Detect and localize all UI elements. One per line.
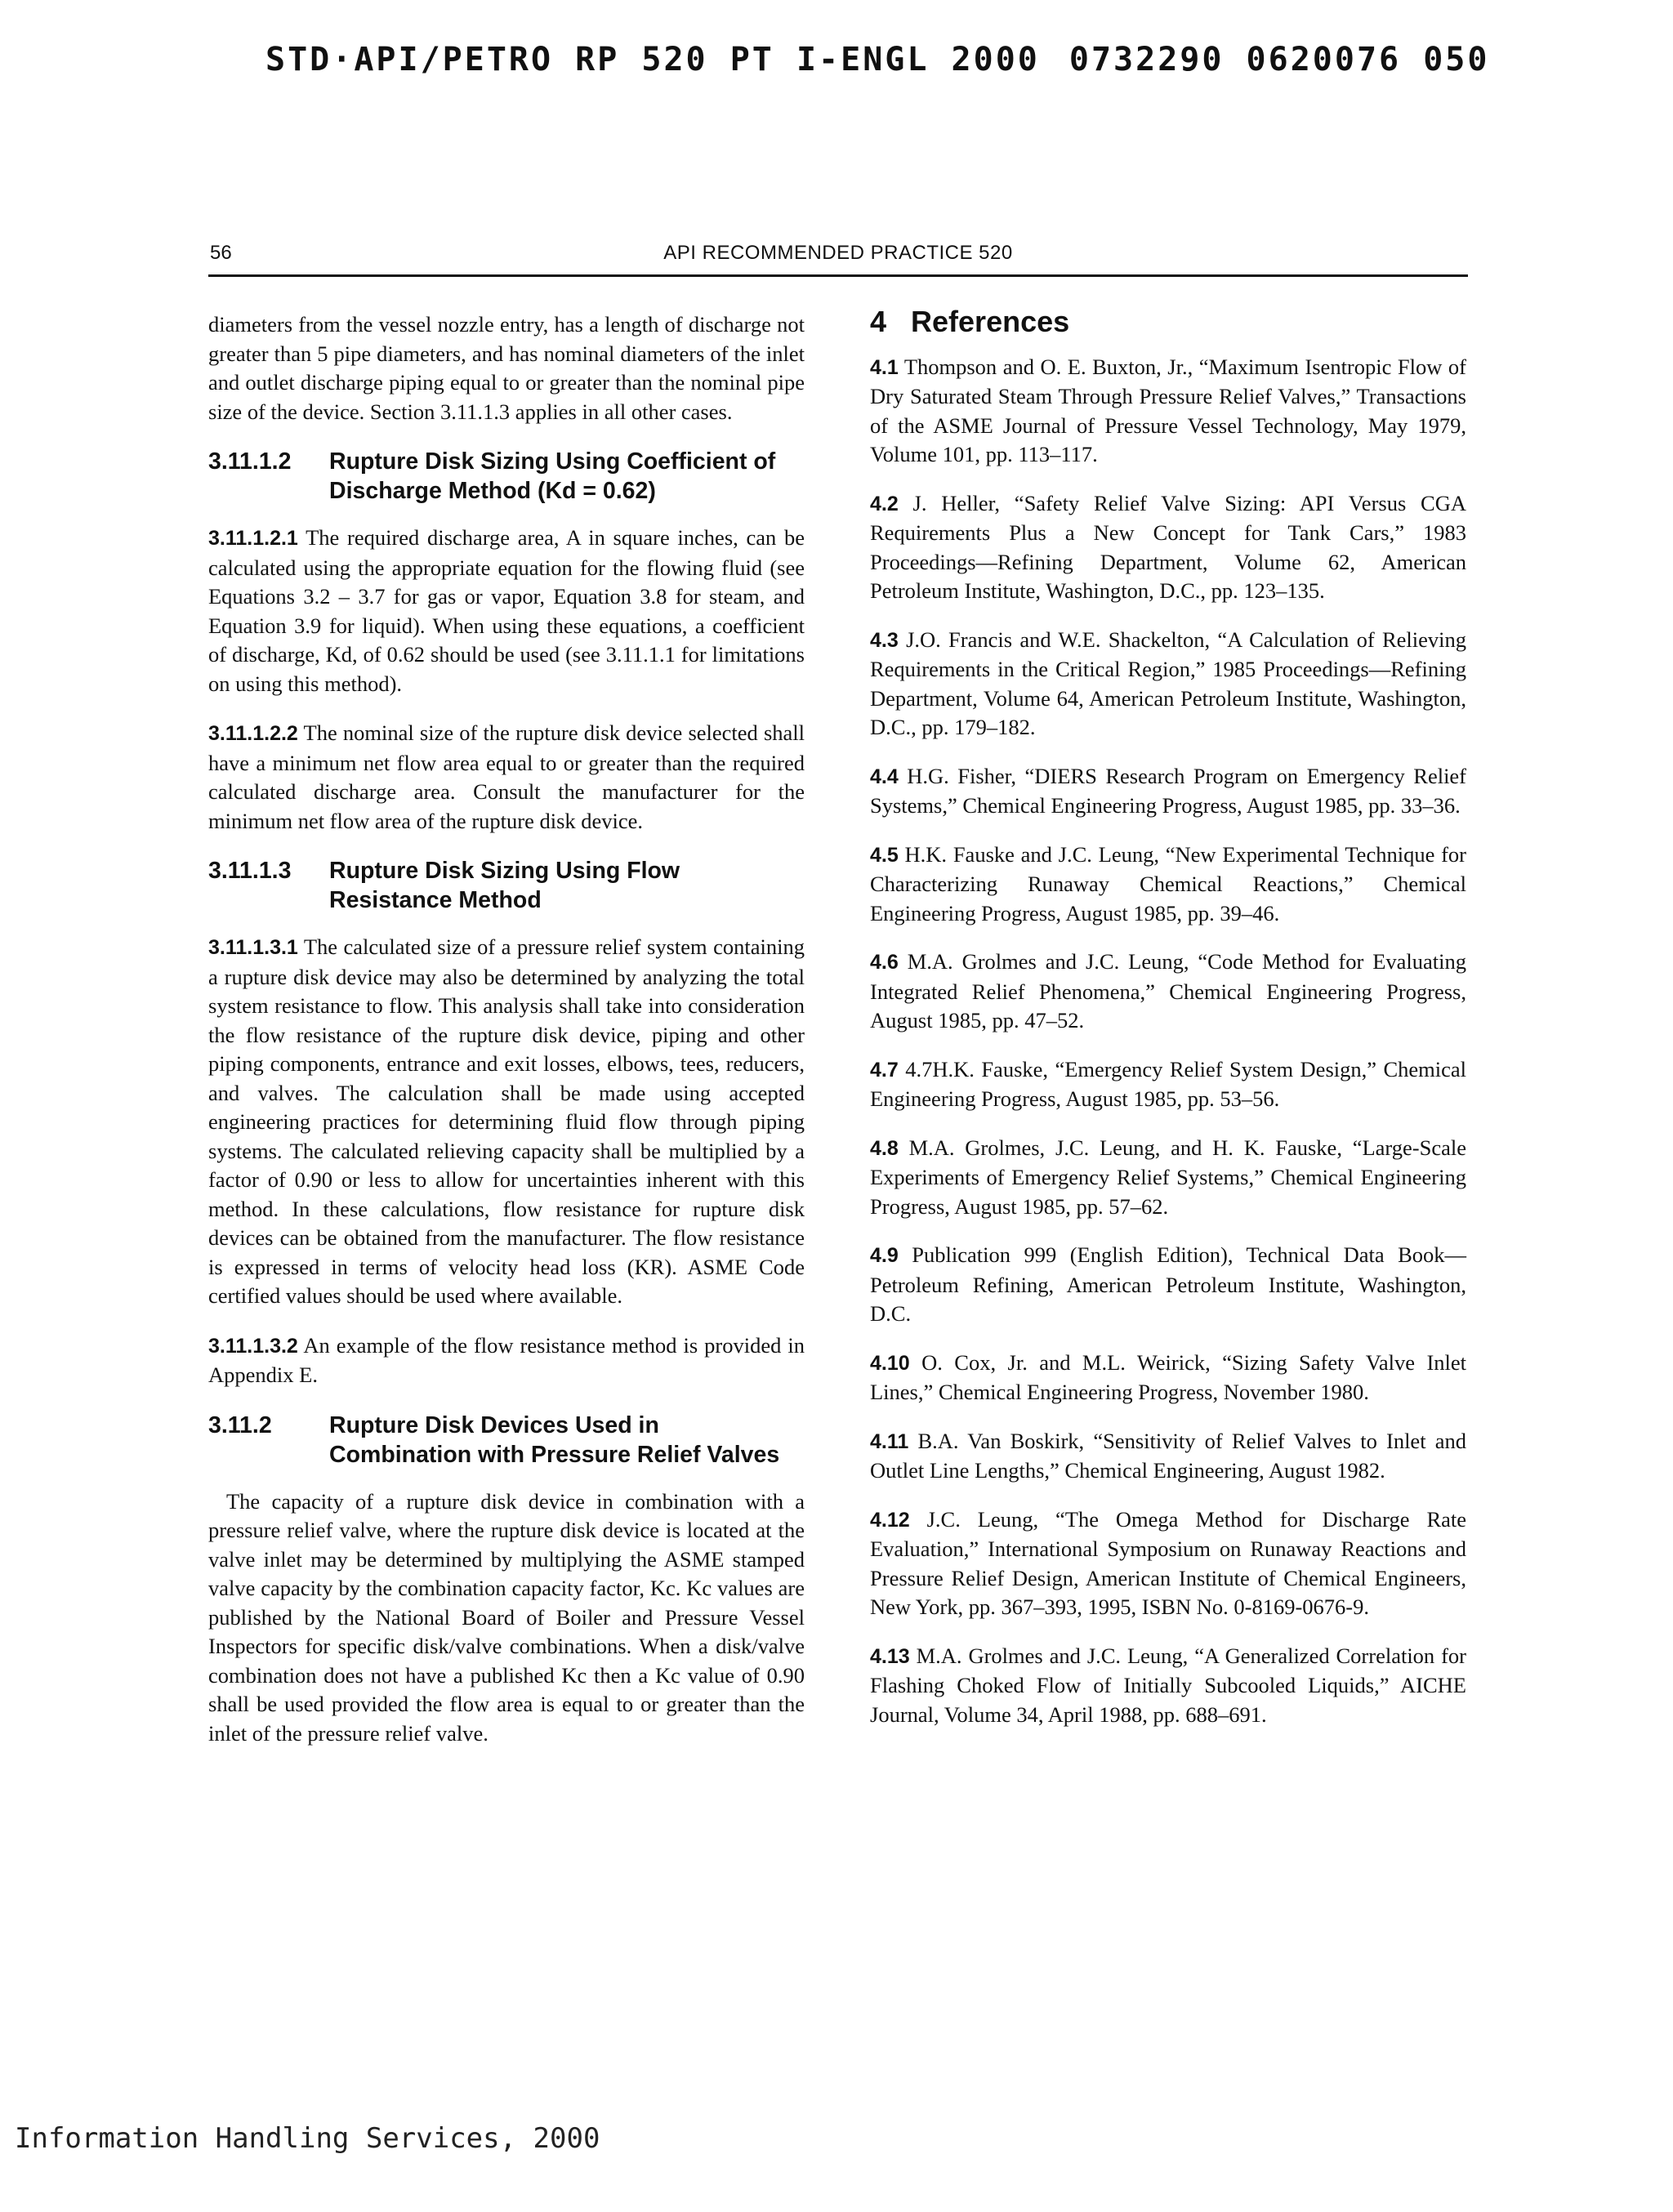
heading-title: Rupture Disk Sizing Using Coefficient of Discharge Method (Kd = 0.62): [329, 448, 776, 504]
reference-item: [870, 489, 1466, 606]
reference-item: [870, 1134, 1466, 1222]
heading-3-11-2: [208, 1411, 805, 1469]
reference-text: M.A. Grolmes, J.C. Leung, and H. K. Fauske, “Large-Scale Experiments of Emergency Relief Systems,” Chemical Engineering Progress, August 1985, pp. 57–62.: [870, 1135, 1467, 1219]
reference-number: 4.6: [870, 951, 899, 974]
reference-text: J.O. Francis and W.E. Shackelton, “A Calculation of Relieving Requirements in the Critical Region,” 1985 Proceedings—Refining Department, Volume 64, American Petroleum Institute, Washington, D.C., pp. 179–182.: [870, 627, 1466, 739]
reference-number: 4.5: [870, 843, 899, 867]
reference-text: H.G. Fisher, “DIERS Research Program on Emergency Relief Systems,” Chemical Engineering Progress, August 1985, pp. 33–36.: [870, 763, 1467, 818]
reference-text: J.C. Leung, “The Omega Method for Discharge Rate Evaluation,” International Symposium on Runaway Reactions and Pressure Relief Design, American Institute of Chemical Engineers, New York, pp. 367–393, 1995, ISBN No. 0-8169-0676-9.: [870, 1506, 1467, 1619]
reference-item: [870, 762, 1466, 821]
running-title: API RECOMMENDED PRACTICE 520: [663, 242, 1013, 264]
document-stamp: [265, 41, 1491, 78]
paragraph-number: 3.11.1.3.1: [208, 936, 298, 959]
heading-3-11-1-3: [208, 856, 805, 915]
references-heading: [870, 307, 1466, 337]
reference-number: 4.3: [870, 628, 899, 652]
paragraph-text: An example of the flow resistance method is provided in Appendix E.: [208, 1332, 805, 1387]
left-column: [208, 310, 805, 1768]
heading-number: 3.11.1.2: [208, 448, 292, 475]
reference-text: J. Heller, “Safety Relief Valve Sizing: API Versus CGA Requirements Plus a New Concept for Tank Cars,” 1983 Proceedings—Refining Department, Volume 62, American Petroleum Institute, Washington, D.C., pp. 123–135.: [870, 490, 1466, 603]
reference-item: [870, 948, 1466, 1036]
paragraph-3-11-1-3-2: [208, 1331, 805, 1390]
references-column: [870, 305, 1467, 1749]
paragraph-number: 3.11.1.2.1: [208, 527, 298, 550]
reference-number: 4.11: [870, 1429, 909, 1453]
heading-3-11-1-2: [208, 447, 805, 506]
paragraph-number: 3.11.1.2.2: [208, 722, 298, 745]
reference-item: [870, 353, 1466, 470]
section-title: References: [911, 305, 1070, 338]
section-number: 4: [870, 305, 887, 338]
heading-number: 3.11.1.3: [208, 858, 292, 884]
reference-number: 4.1: [870, 355, 899, 379]
reference-text: Publication 999 (English Edition), Technical Data Book—Petroleum Refining, American Petroleum Institute, Washington, D.C.: [870, 1242, 1467, 1326]
reference-text: H.K. Fauske and J.C. Leung, “New Experimental Technique for Characterizing Runaway Chemical Reactions,” Chemical Engineering Progress, August 1985, pp. 39–46.: [870, 841, 1466, 925]
reference-item: [870, 1055, 1466, 1114]
reference-item: [870, 1505, 1466, 1622]
reference-number: 4.12: [870, 1508, 910, 1532]
paragraph-3-11-1-2-1: [208, 524, 805, 698]
reference-number: 4.9: [870, 1244, 899, 1267]
paragraph-3-11-1-3-1: [208, 933, 805, 1311]
page-number: 56: [210, 242, 232, 264]
stamp-prefix: STD·API/PETRO RP 520 PT I-ENGL 2000: [265, 41, 1040, 78]
paragraph-text: The required discharge area, A in square inches, can be calculated using the appropriate equation for the flowing fluid (see Equations 3.2 – 3.7 for gas or vapor, Equation 3.8 for steam, and Equation 3.9 for liquid). When using these equations, a coefficient of discharge, Kd, of 0.62 should be used (see 3.11.1.1 for limitations on using this method).: [208, 525, 805, 696]
reference-text: 4.7H.K. Fauske, “Emergency Relief System Design,” Chemical Engineering Progress, August 1985, pp. 53–56.: [870, 1056, 1467, 1111]
footer-text: Information Handling Services, 2000: [15, 2122, 600, 2155]
reference-number: 4.10: [870, 1351, 910, 1375]
continuation-paragraph: diameters from the vessel nozzle entry, has a length of discharge not greater than 5 pipe diameters, and has nominal diameters of the inlet and outlet discharge piping equal to or greater than the nominal pipe size of the device. Section 3.11.1.3 applies in all other cases.: [208, 312, 805, 424]
reference-number: 4.13: [870, 1644, 910, 1668]
reference-item: [870, 1642, 1466, 1730]
paragraph-3-11-1-2-2: [208, 719, 805, 836]
reference-text: O. Cox, Jr. and M.L. Weirick, “Sizing Safety Valve Inlet Lines,” Chemical Engineering Progress, November 1980.: [870, 1349, 1467, 1404]
reference-item: [870, 1241, 1466, 1329]
reference-number: 4.2: [870, 492, 899, 515]
heading-title: Rupture Disk Sizing Using Flow Resistance Method: [329, 858, 680, 913]
reference-text: Thompson and O. E. Buxton, Jr., “Maximum Isentropic Flow of Dry Saturated Steam Through Pressure Relief Valves,” Transactions of the ASME Journal of Pressure Vessel Technology, May 1979, Volume 101, pp. 113–117.: [870, 354, 1466, 466]
paragraph-text: The calculated size of a pressure relief system containing a rupture disk device may also be determined by analyzing the total system resistance to flow. This analysis shall take into consideration the flow resistance of the rupture disk device, piping and other piping components, entrance and exit losses, elbows, tees, reducers, and valves. The calculation shall be made using accepted engineering practices for determining fluid flow through piping systems. The calculated relieving capacity shall be multiplied by a factor of 0.90 or less to allow for uncertainties inherent with this method. In these calculations, flow resistance for rupture disk devices can be obtained from the manufacturer. The flow resistance is expressed in terms of velocity head loss (KR). ASME Code certified values should be used where available.: [208, 934, 805, 1308]
heading-title: Rupture Disk Devices Used in Combination with Pressure Relief Valves: [329, 1411, 780, 1468]
reference-item: [870, 841, 1466, 929]
reference-item: [870, 1349, 1466, 1407]
running-head: [208, 239, 1468, 277]
paragraph-text: The nominal size of the rupture disk device selected shall have a minimum net flow area equal to or greater than the required calculated discharge area. Consult the manufacturer for the minimum net flow area of the rupture disk device.: [208, 720, 805, 833]
stamp-code: 0732290 0620076 050: [1068, 41, 1490, 78]
heading-number: 3.11.2: [208, 1411, 272, 1438]
reference-text: B.A. Van Boskirk, “Sensitivity of Relief Valves to Inlet and Outlet Line Lengths,” Chemical Engineering, August 1982.: [870, 1428, 1467, 1483]
reference-number: 4.4: [870, 765, 899, 788]
reference-text: M.A. Grolmes and J.C. Leung, “Code Method for Evaluating Integrated Relief Phenomena,” Chemical Engineering Progress, August 1985, pp. 47–52.: [870, 949, 1467, 1032]
paragraph-3-11-2: The capacity of a rupture disk device in combination with a pressure relief valve, where the rupture disk device is located at the valve inlet may be determined by multiplying the ASME stamped valve capacity by the combination capacity factor, Kc. Kc values are published by the National Board of Boiler and Pressure Vessel Inspectors for specific disk/valve combinations. When a disk/valve combination does not have a published Kc then a Kc value of 0.90 shall be used provided the flow area is equal to or greater than the inlet of the pressure relief valve.: [208, 1488, 805, 1746]
paragraph-number: 3.11.1.3.2: [208, 1334, 298, 1358]
reference-item: [870, 1427, 1466, 1486]
reference-item: [870, 626, 1466, 743]
reference-number: 4.7: [870, 1058, 899, 1081]
reference-text: M.A. Grolmes and J.C. Leung, “A Generalized Correlation for Flashing Choked Flow of Initially Subcooled Liquids,” AICHE Journal, Volume 34, April 1988, pp. 688–691.: [870, 1643, 1466, 1727]
reference-number: 4.8: [870, 1136, 899, 1160]
